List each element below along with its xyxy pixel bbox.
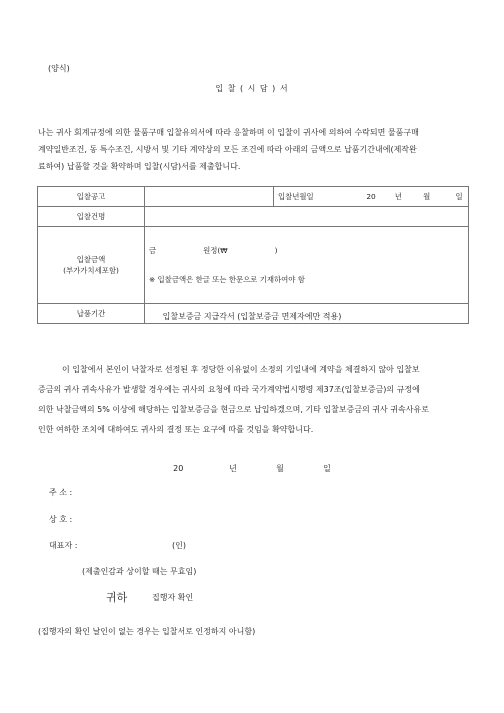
bid-month-unit: 월 [423,192,431,201]
bid-amount-label-line2: (부가가치세포함) [63,266,119,275]
bid-amount-value[interactable] [145,227,469,304]
guarantee-line: 인한 여하한 조치에 대하여도 귀사의 결정 또는 요구에 따를 것임을 확약합니다. [38,425,314,434]
bid-year-unit: 년 [394,192,402,201]
bid-amount-note: ※ 입찰금액은 한글 또는 한문으로 기재하여야 함 [149,275,305,284]
guarantee-line: 의한 낙찰금액의 5% 이상에 해당하는 입찰보증금을 현금으로 납입하겠으며, 기타 입찰보증금의 귀사 귀속사유로 [38,405,429,414]
executor-confirm-label: 집행자 확인 [152,593,194,602]
bid-amount-line: 금 원정(₩ ) [149,246,278,255]
pledge-line: 나는 귀사 회계규정에 의한 물품구매 입찰유의서에 따라 응찰하며 이 입찰이 귀사에 의하여 수락되면 물품구매 [38,128,419,137]
delivery-period-label: 납품기간 [38,304,145,324]
table-row [38,187,469,207]
guarantee-paragraph [38,360,478,440]
pledge-line: 계약일반조건, 동 특수조건, 시방서 및 기타 계약상의 모든 조건에 따라 아래의 금액으로 납품기간내에(제작완 [38,145,417,154]
bid-item-value[interactable] [145,207,469,227]
guarantee-title: 입찰보증금 지급각서 (입찰보증금 면제자에만 적용) [162,312,342,321]
pledge-line: 료하여) 납품할 것을 확약하며 입찰(시담)서를 제출합니다. [38,162,241,171]
table-row [38,227,469,304]
bid-date-label: 입찰년월일 [278,192,314,201]
executor-note: (집행자의 확인 날인이 없는 경우는 입찰서로 인정하지 아니함) [38,627,256,636]
pledge-paragraph [38,124,478,175]
recipient-label: 귀하 [106,591,128,604]
address-label: 주 소 : [49,488,73,497]
document-title: 입 찰 ( 시 담 ) 서 [215,84,289,93]
bid-year-prefix: 20 [366,192,376,201]
bid-date-cell [274,187,469,207]
seal-mark: (인) [172,541,186,550]
bid-info-table [37,186,469,324]
guarantee-line: 증금의 귀사 귀속사유가 발생할 경우에는 귀사의 요청에 따라 국가계약법시행령 제37조(입찰보증금)의 규정에 [38,385,420,394]
signature-date: 20 년 월 일 [173,464,331,473]
bid-notice-label: 입찰공고 [38,187,145,207]
company-label: 상 호 : [49,515,73,524]
bid-notice-value[interactable] [145,187,274,207]
bid-day-unit: 일 [455,192,463,201]
bid-item-label: 입찰건명 [38,207,145,227]
bid-amount-label-line1: 입찰금액 [76,255,106,264]
guarantee-line: 이 입찰에서 본인이 낙찰자로 선정된 후 정당한 이유없이 소정의 기일내에 계약을 체결하지 않아 입찰보 [62,365,420,374]
form-label: (양식) [48,64,70,73]
table-row [38,207,469,227]
stamp-note: (제출인감과 상이할 때는 무효임) [82,567,197,576]
bid-amount-label [38,227,145,304]
representative-label: 대표자 : [49,541,78,550]
